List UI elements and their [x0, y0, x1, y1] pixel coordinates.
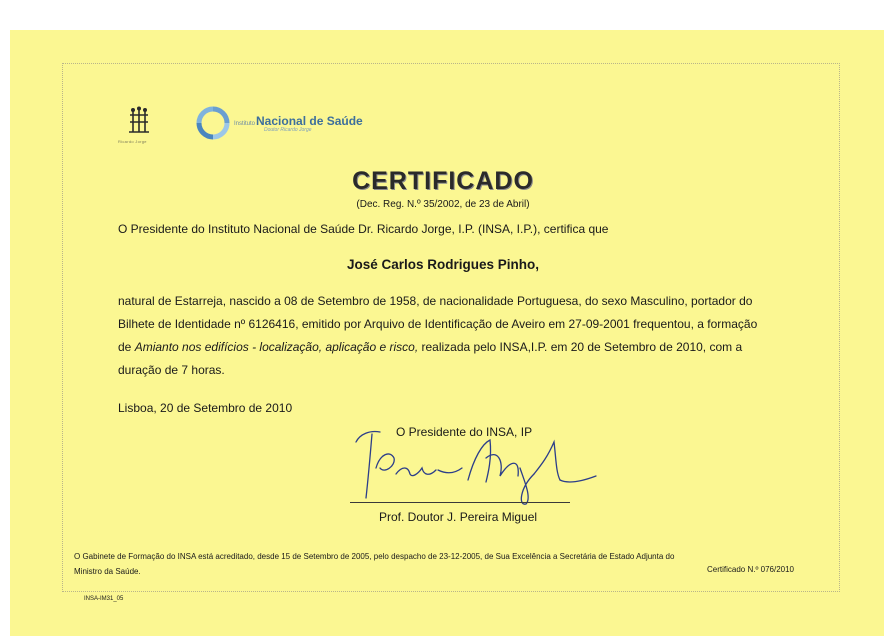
accreditation-note: [74, 549, 822, 579]
ricardo-jorge-emblem-icon: [125, 106, 155, 136]
institute-subtitle: Doutor Ricardo Jorge: [264, 127, 312, 133]
accreditation-line-1: O Gabinete de Formação do INSA está acreditado, desde 15 de Setembro de 2005, pelo despacho de 23-12-2005, de Sua Excelência a Secretária de Estado Adjunta do: [74, 552, 675, 561]
body-line-3: [118, 336, 808, 359]
institute-main-name: Nacional de Saúde: [256, 114, 363, 128]
certificate-number: Certificado N.º 076/2010: [707, 565, 794, 574]
certificate-body: [118, 290, 808, 382]
recipient-name: José Carlos Rodrigues Pinho,: [346, 257, 540, 272]
body-line-4: duração de 7 horas.: [118, 363, 225, 377]
body-line-3-post: realizada pelo INSA,I.P. em 20 de Setembro de 2010, com a: [418, 340, 743, 354]
form-code: INSA-IM31_05: [84, 596, 124, 602]
signatory-name: Prof. Doutor J. Pereira Miguel: [379, 510, 538, 524]
body-line-3-pre: de: [118, 340, 135, 354]
signature-line: [350, 502, 570, 503]
insa-logo-icon: [196, 106, 230, 140]
emblem-caption: Ricardo Jorge: [118, 139, 147, 144]
body-line-1: natural de Estarreja, nascido a 08 de Setembro de 1958, de nacionalidade Portuguesa, do sexo Masculino, portador do: [118, 294, 753, 308]
place-date: Lisboa, 20 de Setembro de 2010: [118, 401, 293, 415]
certificate-title: CERTIFICADO: [352, 167, 534, 195]
signatory-title: O Presidente do INSA, IP: [396, 425, 533, 439]
handwritten-signature: [350, 418, 600, 508]
certificate-subtitle: (Dec. Reg. N.º 35/2002, de 23 de Abril): [356, 199, 530, 210]
body-line-2: Bilhete de Identidade nº 6126416, emitido por Arquivo de Identificação de Aveiro em 27-09-2001 frequentou, a formação: [118, 317, 758, 331]
certificate-intro: O Presidente do Instituto Nacional de Saúde Dr. Ricardo Jorge, I.P. (INSA, I.P.), certifica que: [118, 222, 609, 236]
institute-prefix: Instituto: [234, 121, 256, 127]
accreditation-line-2: Ministro da Saúde.: [74, 567, 141, 576]
course-name: Amianto nos edifícios - localização, aplicação e risco,: [134, 340, 419, 354]
